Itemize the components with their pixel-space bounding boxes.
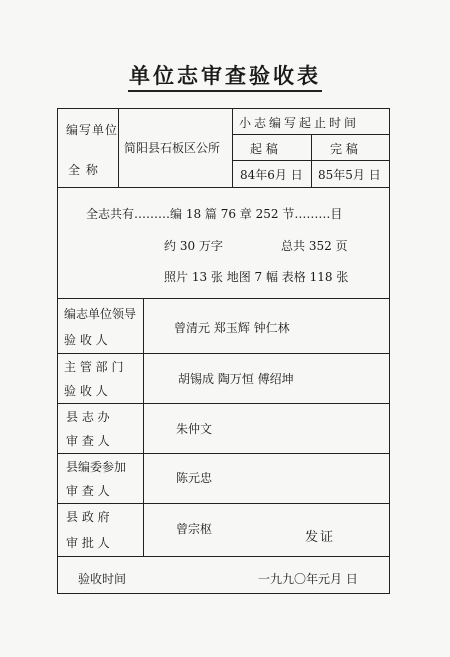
row2-value: 胡锡成 陶万恒 傅绍坤 bbox=[178, 372, 294, 386]
row5-value: 曾宗枢 bbox=[176, 522, 213, 536]
divider bbox=[57, 556, 390, 557]
acceptance-value: 一九九〇年元月 日 bbox=[258, 572, 358, 586]
start-label: 起 稿 bbox=[250, 142, 278, 156]
divider bbox=[57, 298, 390, 299]
acceptance-label: 验收时间 bbox=[78, 572, 127, 586]
end-label: 完 稿 bbox=[330, 142, 358, 156]
divider bbox=[57, 353, 390, 354]
row3-value: 朱仲文 bbox=[176, 422, 213, 436]
row2-label-line2: 验 收 人 bbox=[64, 384, 108, 398]
divider bbox=[57, 187, 390, 188]
page-title: 单位志审查验收表 bbox=[129, 63, 321, 88]
stats-words: 约 30 万字 bbox=[164, 239, 223, 253]
title-underline bbox=[128, 90, 322, 92]
row4-label-line1: 县编委参加 bbox=[66, 460, 127, 474]
start-value: 84年6月 日 bbox=[240, 168, 303, 182]
stats-line3: 照片 13 张 地图 7 幅 表格 118 张 bbox=[164, 270, 349, 284]
divider bbox=[143, 298, 144, 556]
divider bbox=[311, 134, 312, 187]
row1-value: 曾清元 郑玉辉 钟仁林 bbox=[174, 321, 290, 335]
divider bbox=[118, 108, 119, 187]
divider bbox=[57, 403, 390, 404]
row1-label-line2: 验 收 人 bbox=[64, 333, 108, 347]
divider bbox=[232, 108, 233, 187]
row5-label-line1: 县 政 府 bbox=[66, 510, 110, 524]
row1-label-line1: 编志单位领导 bbox=[64, 307, 137, 321]
unit-label-line2: 全 称 bbox=[68, 163, 99, 177]
row4-value: 陈元忠 bbox=[176, 471, 213, 485]
stats-pages: 总共 352 页 bbox=[281, 239, 348, 253]
row2-label-line1: 主 管 部 门 bbox=[64, 360, 124, 374]
row5-label-line2: 审 批 人 bbox=[66, 536, 110, 550]
row3-label-line2: 审 查 人 bbox=[66, 434, 110, 448]
row4-label-line2: 审 查 人 bbox=[66, 484, 110, 498]
unit-label-line1: 编写单位 bbox=[66, 123, 119, 137]
unit-name: 简阳县石板区公所 bbox=[124, 141, 221, 155]
row5-extra: 发证 bbox=[305, 530, 336, 545]
divider bbox=[57, 453, 390, 454]
stats-line1: 全志共有………编 18 篇 76 章 252 节………目 bbox=[86, 207, 343, 221]
time-header: 小志编写起止时间 bbox=[239, 116, 360, 130]
end-value: 85年5月 日 bbox=[318, 168, 381, 182]
row3-label-line1: 县 志 办 bbox=[66, 410, 110, 424]
divider bbox=[57, 503, 390, 504]
